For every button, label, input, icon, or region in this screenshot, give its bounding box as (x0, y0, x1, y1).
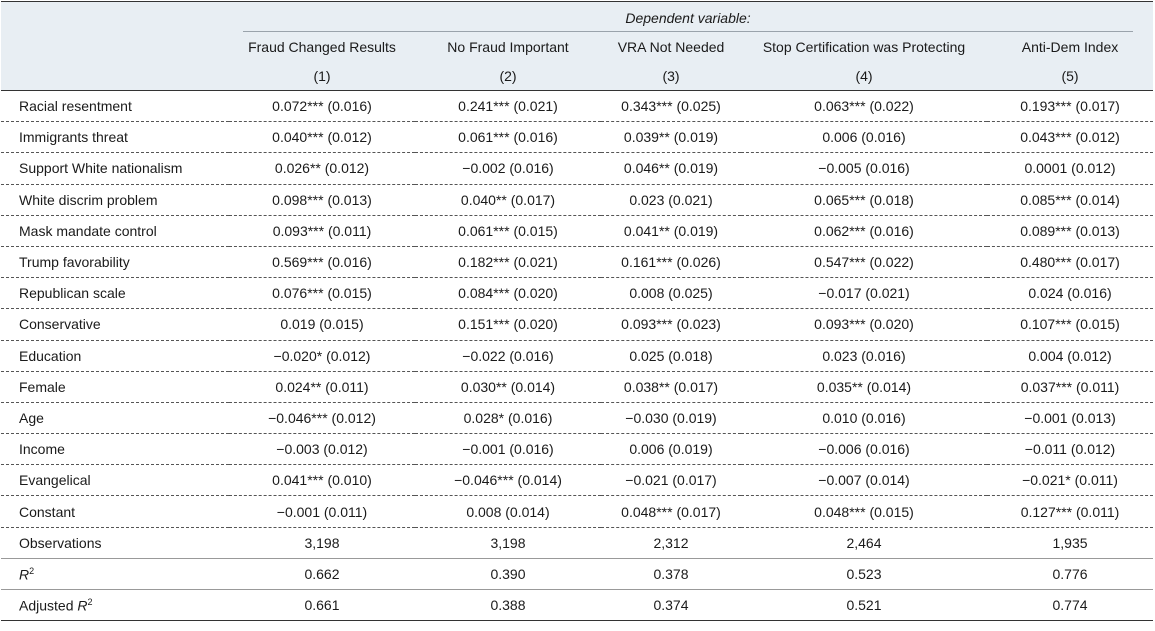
coefficient-cell: −0.001 (0.011) (229, 496, 415, 527)
coefficient-cell: 0.019 (0.015) (229, 309, 415, 340)
stat-cell: 0.662 (229, 558, 415, 589)
stat-cell: 0.661 (229, 590, 415, 621)
row-label: Evangelical (1, 465, 229, 496)
stat-cell: 0.390 (415, 558, 601, 589)
stat-label-symbol: R (77, 597, 88, 614)
coefficient-cell: −0.021 (0.017) (601, 465, 741, 496)
coefficient-cell: 0.006 (0.019) (601, 434, 741, 465)
coefficient-cell: −0.002 (0.016) (415, 153, 601, 184)
table-row (1, 122, 1153, 153)
coefficient-cell: 0.093*** (0.020) (741, 309, 987, 340)
coefficient-cell: 0.040*** (0.012) (229, 122, 415, 153)
coefficient-cell: 0.343*** (0.025) (601, 91, 741, 122)
column-name: No Fraud Important (415, 32, 601, 62)
stat-label-text: Observations (19, 534, 102, 551)
column-number: (2) (415, 62, 601, 91)
table-body (1, 91, 1153, 621)
coefficient-cell: 0.193*** (0.017) (987, 91, 1153, 122)
row-label: Racial resentment (1, 91, 229, 122)
coefficient-cell: 0.072*** (0.016) (229, 91, 415, 122)
coefficient-cell: 0.039** (0.019) (601, 122, 741, 153)
regression-table (1, 1, 1153, 621)
coefficient-cell: 0.030** (0.014) (415, 371, 601, 402)
stat-cell: 1,935 (987, 527, 1153, 558)
stat-cell: 0.374 (601, 590, 741, 621)
stat-cell: 0.523 (741, 558, 987, 589)
coefficient-cell: 0.008 (0.014) (415, 496, 601, 527)
stub-header (1, 62, 229, 91)
row-label: Immigrants threat (1, 122, 229, 153)
stat-cell: 3,198 (229, 527, 415, 558)
coefficient-cell: −0.022 (0.016) (415, 340, 601, 371)
coefficient-cell: 0.037*** (0.011) (987, 371, 1153, 402)
stat-label (1, 590, 229, 621)
coefficient-cell: 0.038** (0.017) (601, 371, 741, 402)
dependent-variable-header: Dependent variable: (1, 2, 1153, 33)
stat-label (1, 527, 229, 558)
coefficient-cell: −0.020* (0.012) (229, 340, 415, 371)
table-row (1, 246, 1153, 277)
coefficient-cell: −0.005 (0.016) (741, 153, 987, 184)
coefficient-cell: −0.001 (0.016) (415, 434, 601, 465)
stat-label-prefix: Adjusted (19, 597, 78, 614)
stats-row (1, 527, 1153, 558)
column-number: (4) (741, 62, 987, 91)
stat-cell: 0.776 (987, 558, 1153, 589)
coefficient-cell: 0.085*** (0.014) (987, 184, 1153, 215)
coefficient-cell: −0.003 (0.012) (229, 434, 415, 465)
coefficient-cell: 0.084*** (0.020) (415, 278, 601, 309)
coefficient-cell: 0.041** (0.019) (601, 215, 741, 246)
coefficient-cell: 0.010 (0.016) (741, 402, 987, 433)
stat-cell: 2,312 (601, 527, 741, 558)
stat-cell: 0.388 (415, 590, 601, 621)
stat-cell: 2,464 (741, 527, 987, 558)
coefficient-cell: 0.024** (0.011) (229, 371, 415, 402)
coefficient-cell: 0.046** (0.019) (601, 153, 741, 184)
row-label: Trump favorability (1, 246, 229, 277)
coefficient-cell: −0.017 (0.021) (741, 278, 987, 309)
coefficient-cell: 0.048*** (0.017) (601, 496, 741, 527)
coefficient-cell: 0.008 (0.025) (601, 278, 741, 309)
coefficient-cell: −0.046*** (0.014) (415, 465, 601, 496)
stat-label (1, 558, 229, 589)
coefficient-cell: 0.061*** (0.015) (415, 215, 601, 246)
stat-cell: 0.774 (987, 590, 1153, 621)
coefficient-cell: −0.030 (0.019) (601, 402, 741, 433)
table-row (1, 215, 1153, 246)
coefficient-cell: 0.023 (0.016) (741, 340, 987, 371)
coefficient-cell: 0.161*** (0.026) (601, 246, 741, 277)
coefficient-cell: 0.065*** (0.018) (741, 184, 987, 215)
coefficient-cell: −0.011 (0.012) (987, 434, 1153, 465)
coefficient-cell: 0.063*** (0.022) (741, 91, 987, 122)
coefficient-cell: 0.035** (0.014) (741, 371, 987, 402)
stats-row (1, 590, 1153, 621)
coefficient-cell: 0.241*** (0.021) (415, 91, 601, 122)
coefficient-cell: 0.098*** (0.013) (229, 184, 415, 215)
stats-row (1, 558, 1153, 589)
column-number: (1) (229, 62, 415, 91)
coefficient-cell: −0.046*** (0.012) (229, 402, 415, 433)
row-label: Income (1, 434, 229, 465)
coefficient-cell: 0.023 (0.021) (601, 184, 741, 215)
table-row (1, 309, 1153, 340)
stub-header (1, 32, 229, 62)
coefficient-cell: 0.004 (0.012) (987, 340, 1153, 371)
stat-cell: 0.378 (601, 558, 741, 589)
row-label: Mask mandate control (1, 215, 229, 246)
row-label: Age (1, 402, 229, 433)
column-numbers-row (1, 62, 1153, 91)
coefficient-cell: 0.0001 (0.012) (987, 153, 1153, 184)
column-name: Stop Certification was Protecting (741, 32, 987, 62)
stat-label-symbol: R (19, 566, 30, 583)
coefficient-cell: 0.093*** (0.011) (229, 215, 415, 246)
coefficient-cell: 0.182*** (0.021) (415, 246, 601, 277)
coefficient-cell: −0.021* (0.011) (987, 465, 1153, 496)
coefficient-cell: 0.024 (0.016) (987, 278, 1153, 309)
stat-label-superscript: 2 (29, 565, 35, 576)
row-label: White discrim problem (1, 184, 229, 215)
coefficient-cell: 0.480*** (0.017) (987, 246, 1153, 277)
coefficient-cell: −0.006 (0.016) (741, 434, 987, 465)
table-row (1, 371, 1153, 402)
table-row (1, 278, 1153, 309)
column-number: (3) (601, 62, 741, 91)
column-name: VRA Not Needed (601, 32, 741, 62)
coefficient-cell: 0.028* (0.016) (415, 402, 601, 433)
coefficient-cell: 0.076*** (0.015) (229, 278, 415, 309)
coefficient-cell: 0.569*** (0.016) (229, 246, 415, 277)
coefficient-cell: 0.089*** (0.013) (987, 215, 1153, 246)
coefficient-cell: −0.001 (0.013) (987, 402, 1153, 433)
row-label: Conservative (1, 309, 229, 340)
table-row (1, 184, 1153, 215)
table-row (1, 340, 1153, 371)
coefficient-cell: 0.006 (0.016) (741, 122, 987, 153)
stat-cell: 0.521 (741, 590, 987, 621)
coefficient-cell: 0.043*** (0.012) (987, 122, 1153, 153)
row-label: Education (1, 340, 229, 371)
coefficient-cell: 0.547*** (0.022) (741, 246, 987, 277)
stat-label-superscript: 2 (87, 596, 93, 607)
table-row (1, 402, 1153, 433)
coefficient-cell: 0.040** (0.017) (415, 184, 601, 215)
row-label: Constant (1, 496, 229, 527)
coefficient-cell: 0.041*** (0.010) (229, 465, 415, 496)
coefficient-cell: 0.151*** (0.020) (415, 309, 601, 340)
table-row (1, 434, 1153, 465)
coefficient-cell: 0.107*** (0.015) (987, 309, 1153, 340)
stat-cell: 3,198 (415, 527, 601, 558)
coefficient-cell: 0.025 (0.018) (601, 340, 741, 371)
row-label: Female (1, 371, 229, 402)
table-row (1, 465, 1153, 496)
coefficient-cell: 0.062*** (0.016) (741, 215, 987, 246)
regression-table-container (1, 1, 1154, 629)
column-number: (5) (987, 62, 1153, 91)
coefficient-cell: 0.048*** (0.015) (741, 496, 987, 527)
table-row (1, 91, 1153, 122)
column-name: Anti-Dem Index (987, 32, 1153, 62)
column-name: Fraud Changed Results (229, 32, 415, 62)
row-label: Support White nationalism (1, 153, 229, 184)
column-names-row (1, 32, 1153, 62)
coefficient-cell: 0.093*** (0.023) (601, 309, 741, 340)
coefficient-cell: 0.026** (0.012) (229, 153, 415, 184)
table-row (1, 153, 1153, 184)
row-label: Republican scale (1, 278, 229, 309)
coefficient-cell: 0.127*** (0.011) (987, 496, 1153, 527)
table-row (1, 496, 1153, 527)
coefficient-cell: −0.007 (0.014) (741, 465, 987, 496)
coefficient-cell: 0.061*** (0.016) (415, 122, 601, 153)
